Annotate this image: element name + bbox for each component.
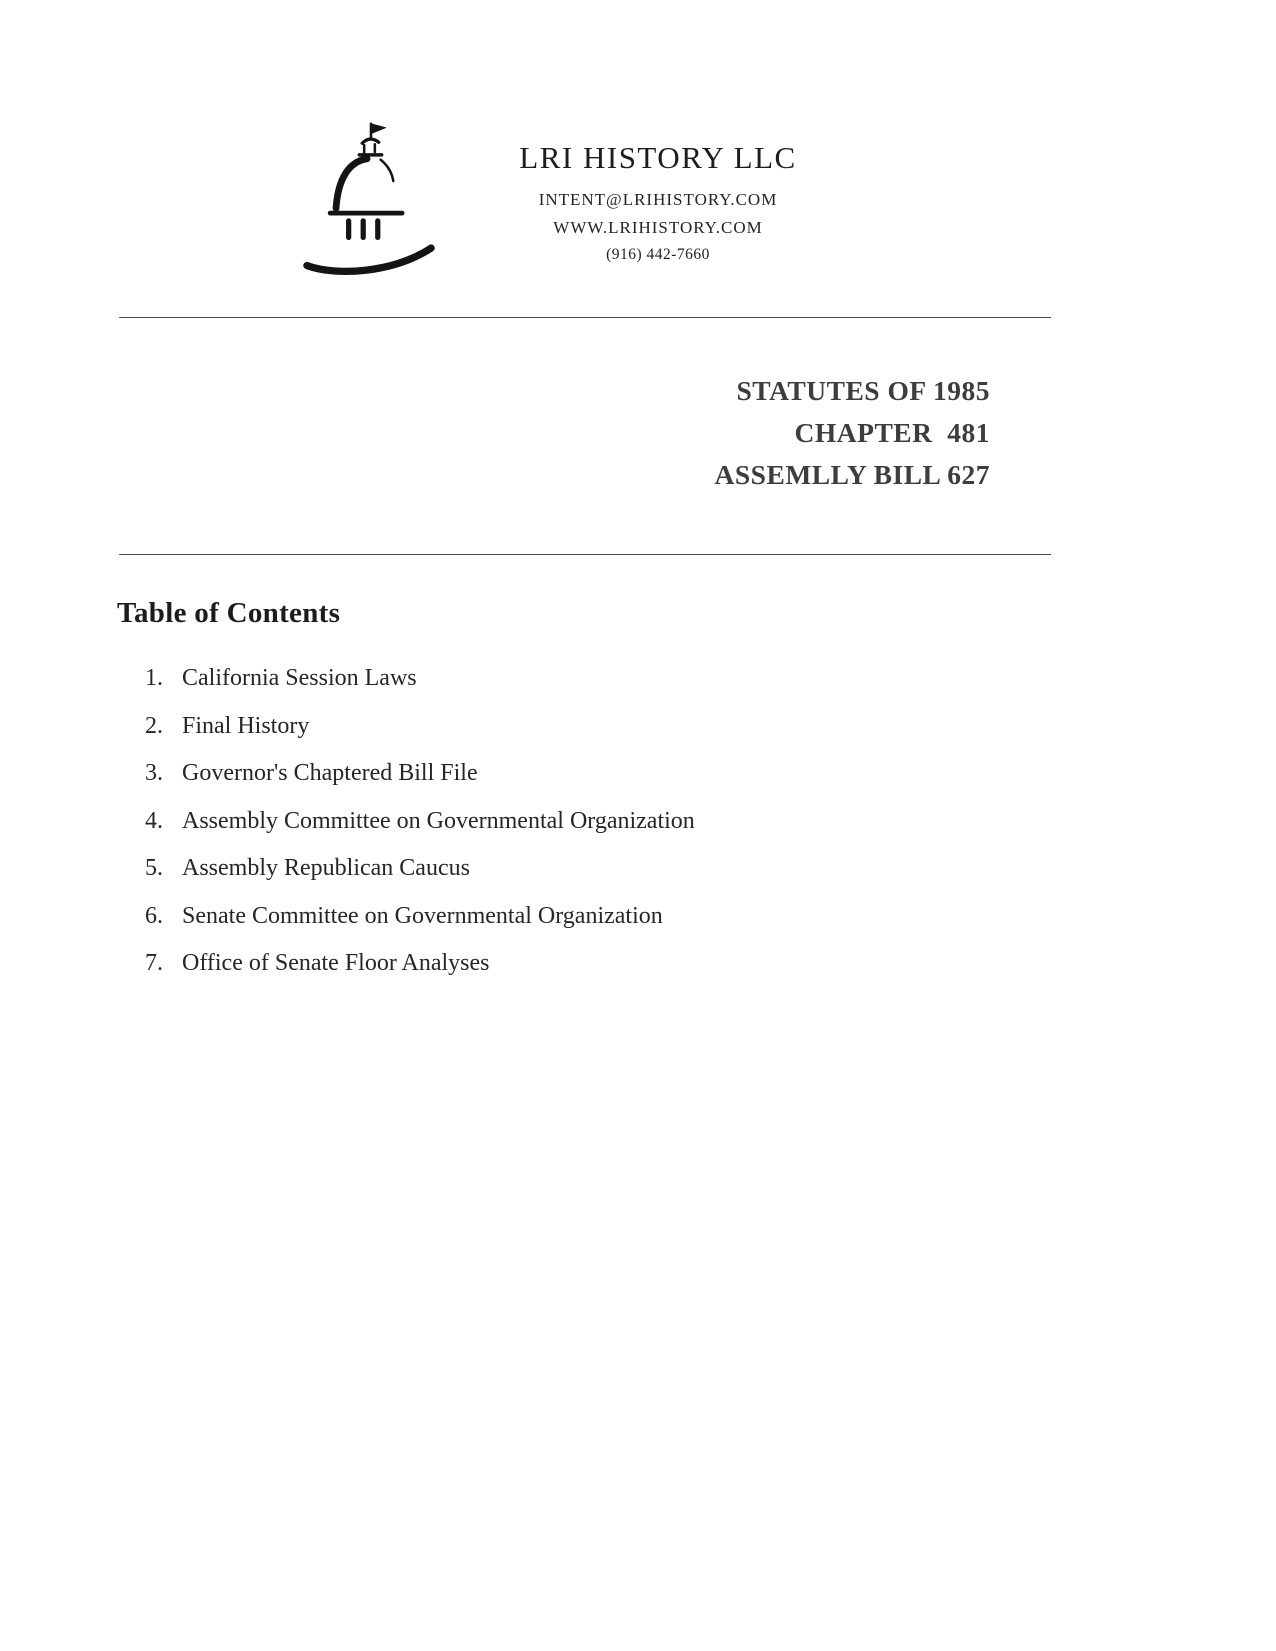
toc-item-number: 7. xyxy=(145,950,163,976)
toc-item xyxy=(117,809,1276,834)
toc-item xyxy=(117,714,1276,739)
toc-item-number: 2. xyxy=(145,712,163,739)
toc-item-number: 3. xyxy=(145,760,163,786)
toc-item-number: 6. xyxy=(145,902,163,929)
capitol-dome-icon xyxy=(295,118,445,283)
divider-top xyxy=(119,317,1051,318)
email-text: INTENT@LRIHISTORY.COM xyxy=(538,190,778,209)
toc-heading: Table of Contents xyxy=(117,597,341,629)
divider-bottom xyxy=(119,554,1051,555)
toc-item-number: 5. xyxy=(145,855,163,881)
phone-text: (916) 442-7660 xyxy=(606,246,710,263)
toc-item-label: Senate Committee on Governmental Organization xyxy=(182,902,663,929)
company-name: LRI HISTORY LLC xyxy=(519,140,797,175)
bill-line: ASSEMLLY BILL 627 xyxy=(714,459,990,490)
toc-item xyxy=(117,761,1276,786)
letterhead-text xyxy=(493,140,823,264)
toc-item xyxy=(117,666,1276,691)
toc-item-label: California Session Laws xyxy=(182,665,417,691)
toc-item-label: Final History xyxy=(182,712,310,739)
chapter-line: CHAPTER 481 xyxy=(794,417,990,448)
toc-item xyxy=(117,951,1276,976)
statute-title-block xyxy=(119,370,990,496)
toc-item-number: 4. xyxy=(145,807,163,834)
toc-item-label: Governor's Chaptered Bill File xyxy=(182,760,478,786)
toc-list xyxy=(117,666,1276,976)
letterhead xyxy=(295,118,1276,283)
website-text: WWW.LRIHISTORY.COM xyxy=(553,218,763,237)
toc-item xyxy=(117,904,1276,929)
table-of-contents xyxy=(117,597,1276,976)
toc-item xyxy=(117,856,1276,881)
toc-item-label: Assembly Republican Caucus xyxy=(182,855,470,881)
toc-item-label: Office of Senate Floor Analyses xyxy=(182,950,490,976)
toc-item-number: 1. xyxy=(145,665,163,691)
statutes-line: STATUTES OF 1985 xyxy=(736,375,990,406)
toc-item-label: Assembly Committee on Governmental Organization xyxy=(182,807,695,834)
